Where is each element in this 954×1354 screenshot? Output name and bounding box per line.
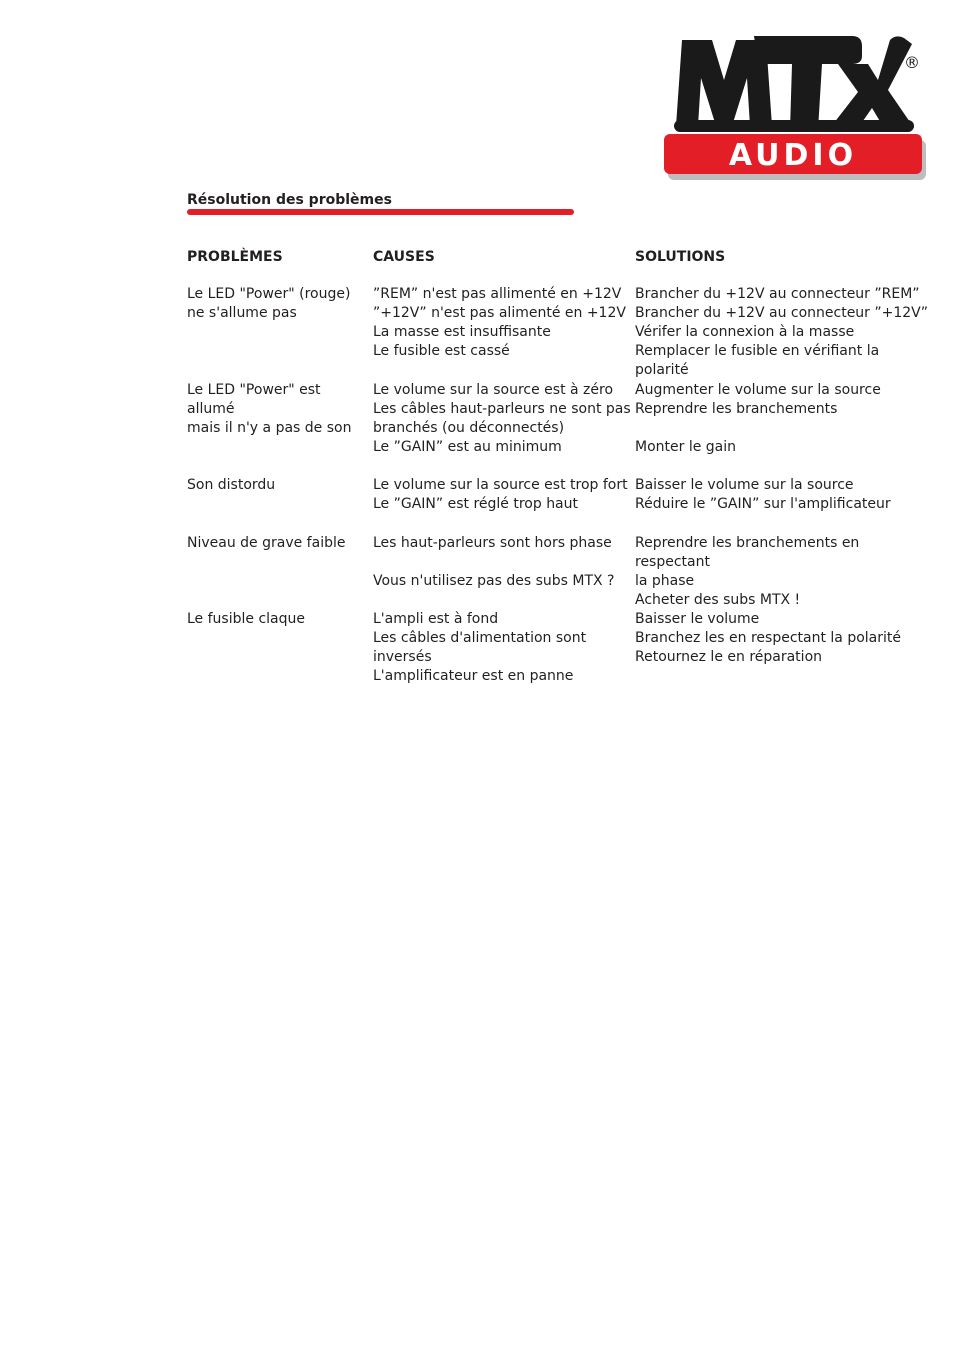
problem-cell: Le fusible claque <box>187 611 305 627</box>
causes-cell: L'ampli est à fond Les câbles d'alimentation sont inversés L'amplificateur est en panne <box>373 611 587 685</box>
solutions-cell: Reprendre les branchements en respectant la phase Acheter des subs MTX ! <box>635 535 860 609</box>
causes-cell: Les haut-parleurs sont hors phase Vous n'utilisez pas des subs MTX ? <box>373 535 615 590</box>
problem-cell: Niveau de grave faible <box>187 535 346 551</box>
causes-cell: Le volume sur la source est trop fort Le ”GAIN” est réglé trop haut <box>373 477 628 513</box>
solutions-cell: Baisser le volume sur la source Réduire le ”GAIN” sur l'amplificateur <box>635 477 891 513</box>
problem-cell: Le LED "Power" est allumé mais il n'y a pas de son <box>187 382 352 437</box>
problem-cell: Son distordu <box>187 477 276 493</box>
causes-cell: ”REM” n'est pas allimenté en +12V ”+12V” n'est pas alimenté en +12V La masse est insuffisante Le fusible est cassé <box>373 286 626 360</box>
header-solutions: SOLUTIONS <box>635 249 726 265</box>
logo-black-bar <box>674 120 914 132</box>
header-causes: CAUSES <box>373 249 435 265</box>
solutions-cell: Baisser le volume Branchez les en respectant la polarité Retournez le en réparation <box>635 611 901 666</box>
solutions-cell: Augmenter le volume sur la source Reprendre les branchements Monter le gain <box>635 382 881 456</box>
title-underline <box>187 209 574 215</box>
solutions-cell: Brancher du +12V au connecteur ”REM” Brancher du +12V au connecteur ”+12V” Vérifer la connexion à la masse Remplacer le fusible en vérifiant la polarité <box>635 286 929 379</box>
mtx-audio-logo <box>662 30 927 182</box>
audio-text: AUDIO <box>728 138 858 173</box>
problem-cell: Le LED "Power" (rouge) ne s'allume pas <box>187 286 351 322</box>
audio-band <box>664 134 926 180</box>
section-title: Résolution des problèmes <box>187 192 392 208</box>
registered-mark: ® <box>904 53 920 72</box>
causes-cell: Le volume sur la source est à zéro Les câbles haut-parleurs ne sont pas branchés (ou déconnectés) Le ”GAIN” est au minimum <box>373 382 631 456</box>
header-problems: PROBLÈMES <box>187 249 283 265</box>
mtx-letters <box>676 36 914 130</box>
